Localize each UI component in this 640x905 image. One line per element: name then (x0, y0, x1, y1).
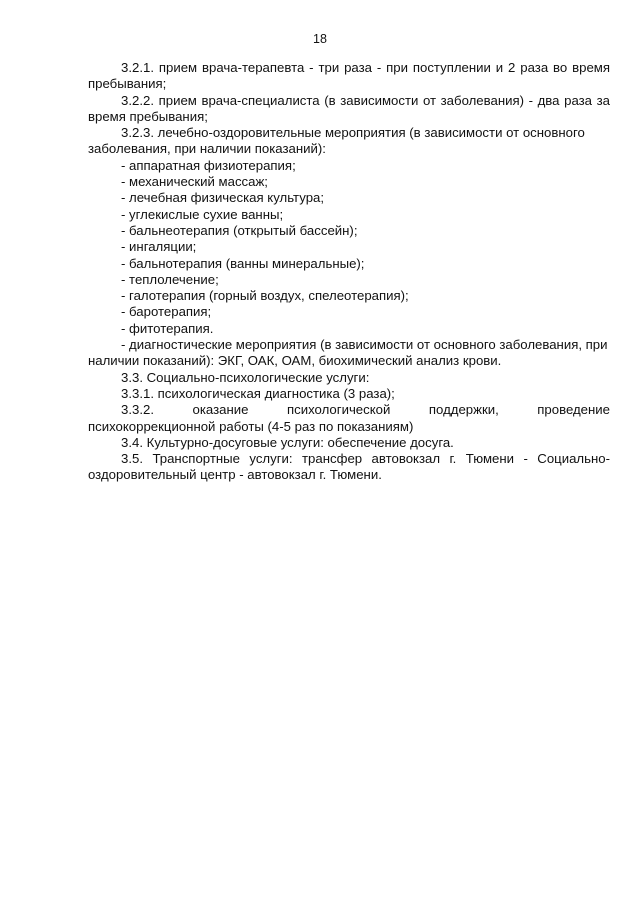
list-item: - фитотерапия. (121, 320, 214, 336)
list-item: - баротерапия; (121, 304, 212, 320)
list-item: - теплолечение; (121, 271, 219, 287)
page-number: 18 (313, 32, 327, 46)
list-item: - лечебная физическая культура; (121, 190, 325, 206)
paragraph-3-5: 3.5. Транспортные услуги: трансфер автовокзал г. Тюмени - Социально-оздоровительный центр - автовокзал г. Тюмени. (88, 451, 610, 483)
list-item: - механический массаж; (121, 174, 268, 190)
paragraph-3-3-2-line1: 3.3.2. оказание психологической поддержки, проведение (121, 402, 610, 418)
list-item: - углекислые сухие ванны; (121, 206, 284, 222)
list-item: - бальнотерапия (ванны минеральные); (121, 255, 365, 271)
paragraph-3-3: 3.3. Социально-психологические услуги: (121, 369, 370, 385)
document-body (88, 60, 610, 484)
paragraph-3-2-2: 3.2.2. прием врача-специалиста (в зависимости от заболевания) - два раза за время пребывания; (88, 92, 610, 124)
paragraph-3-4: 3.4. Культурно-досуговые услуги: обеспечение досуга. (121, 434, 454, 450)
list-item: - галотерапия (горный воздух, спелеотерапия); (121, 288, 409, 304)
list-item: - аппаратная физиотерапия; (121, 157, 296, 173)
paragraph-3-2-1: 3.2.1. прием врача-терапевта - три раза - при поступлении и 2 раза во время пребывания; (88, 60, 610, 92)
list-item: - ингаляции; (121, 239, 197, 255)
paragraph-3-2-3: 3.2.3. лечебно-оздоровительные мероприятия (в зависимости от основного заболевания, при наличии показаний): (88, 125, 585, 157)
paragraph-3-3-1: 3.3.1. психологическая диагностика (3 раза); (121, 385, 395, 401)
paragraph-3-3-2-line2: психокоррекционной работы (4-5 раз по показаниям) (88, 418, 414, 434)
list-item: - бальнеотерапия (открытый бассейн); (121, 222, 358, 238)
procedures-list (88, 158, 610, 337)
diagnostics-paragraph: - диагностические мероприятия (в зависимости от основного заболевания, при наличии показаний): ЭКГ, ОАК, ОАМ, биохимический анализ крови. (88, 337, 608, 369)
